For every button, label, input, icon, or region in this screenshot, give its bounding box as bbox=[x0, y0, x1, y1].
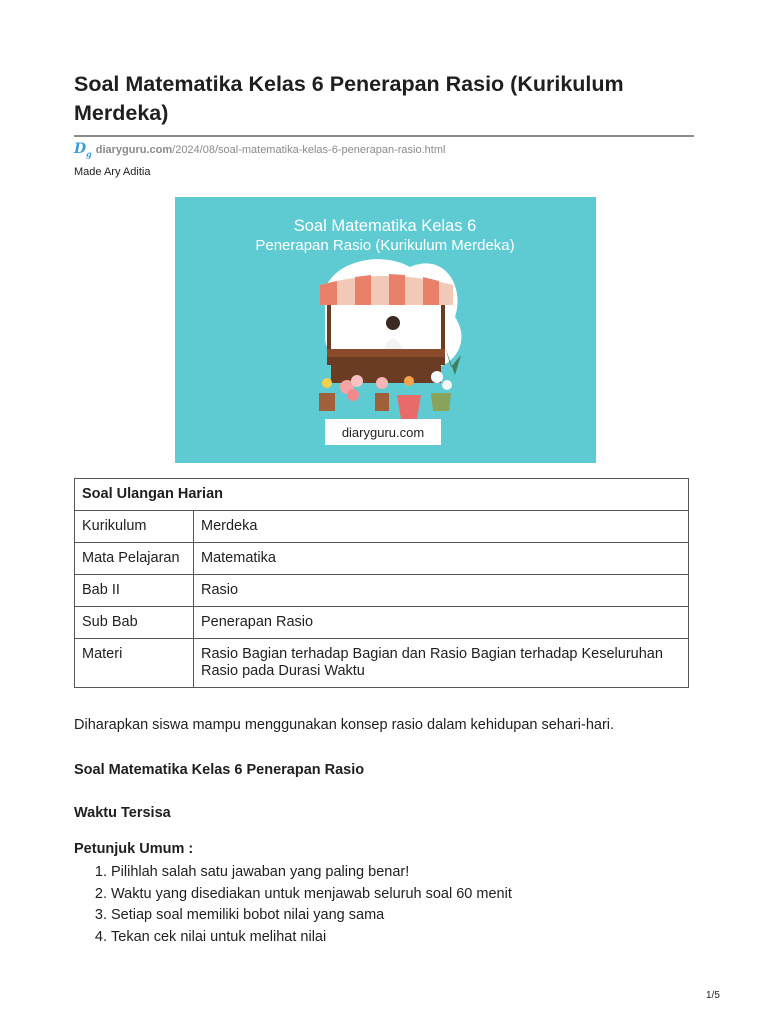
section-title: Soal Matematika Kelas 6 Penerapan Rasio bbox=[74, 762, 365, 778]
source-path[interactable]: /2024/08/soal-matematika-kelas-6-penerapan-rasio.html bbox=[172, 143, 446, 156]
hero-title-line1: Soal Matematika Kelas 6 bbox=[293, 217, 477, 235]
intro-paragraph: Diharapkan siswa mampu menggunakan konsep rasio dalam kehidupan sehari-hari. bbox=[74, 717, 615, 733]
table-key: Sub Bab bbox=[75, 607, 194, 639]
instructions-heading: Petunjuk Umum : bbox=[74, 841, 194, 857]
diaryguru-logo-icon: $D_g$ bbox=[74, 141, 92, 159]
title-divider bbox=[74, 135, 694, 137]
table-row bbox=[75, 639, 689, 688]
table-key: Bab II bbox=[75, 575, 194, 607]
table-key: Kurikulum bbox=[75, 511, 194, 543]
hero-image bbox=[175, 197, 596, 463]
table-key: Materi bbox=[75, 639, 194, 688]
table-value: Rasio Bagian terhadap Bagian dan Rasio Bagian terhadap Keseluruhan Rasio pada Durasi Waktu bbox=[194, 639, 689, 688]
source-domain[interactable]: diaryguru.com bbox=[95, 143, 173, 156]
hero-badge: diaryguru.com bbox=[341, 425, 425, 440]
instructions-list bbox=[74, 862, 512, 948]
table-row bbox=[75, 511, 689, 543]
table-row bbox=[75, 575, 689, 607]
list-item: 4. Tekan cek nilai untuk melihat nilai bbox=[111, 927, 512, 949]
author-name: Made Ary Aditia bbox=[74, 166, 151, 178]
table-row bbox=[75, 543, 689, 575]
list-item: 3. Setiap soal memiliki bobot nilai yang sama bbox=[111, 905, 512, 927]
list-item: 2. Waktu yang disediakan untuk menjawab seluruh soal 60 menit bbox=[111, 884, 512, 906]
info-table-header-row bbox=[75, 479, 689, 511]
article-title: Soal Matematika Kelas 6 Penerapan Rasio (Kurikulum Merdeka) bbox=[74, 72, 624, 125]
info-table-header: Soal Ulangan Harian bbox=[75, 479, 689, 511]
table-row bbox=[75, 607, 689, 639]
info-table bbox=[74, 478, 689, 688]
table-value: Penerapan Rasio bbox=[194, 607, 689, 639]
table-value: Rasio bbox=[194, 575, 689, 607]
table-value: Merdeka bbox=[194, 511, 689, 543]
table-key: Mata Pelajaran bbox=[75, 543, 194, 575]
time-remaining-label: Waktu Tersisa bbox=[74, 805, 171, 821]
page-number: 1/5 bbox=[706, 990, 720, 1001]
hero-title-line2: Penerapan Rasio (Kurikulum Merdeka) bbox=[255, 237, 515, 254]
table-value: Matematika bbox=[194, 543, 689, 575]
source-line[interactable] bbox=[74, 141, 445, 159]
list-item: 1. Pilihlah salah satu jawaban yang paling benar! bbox=[111, 862, 512, 884]
